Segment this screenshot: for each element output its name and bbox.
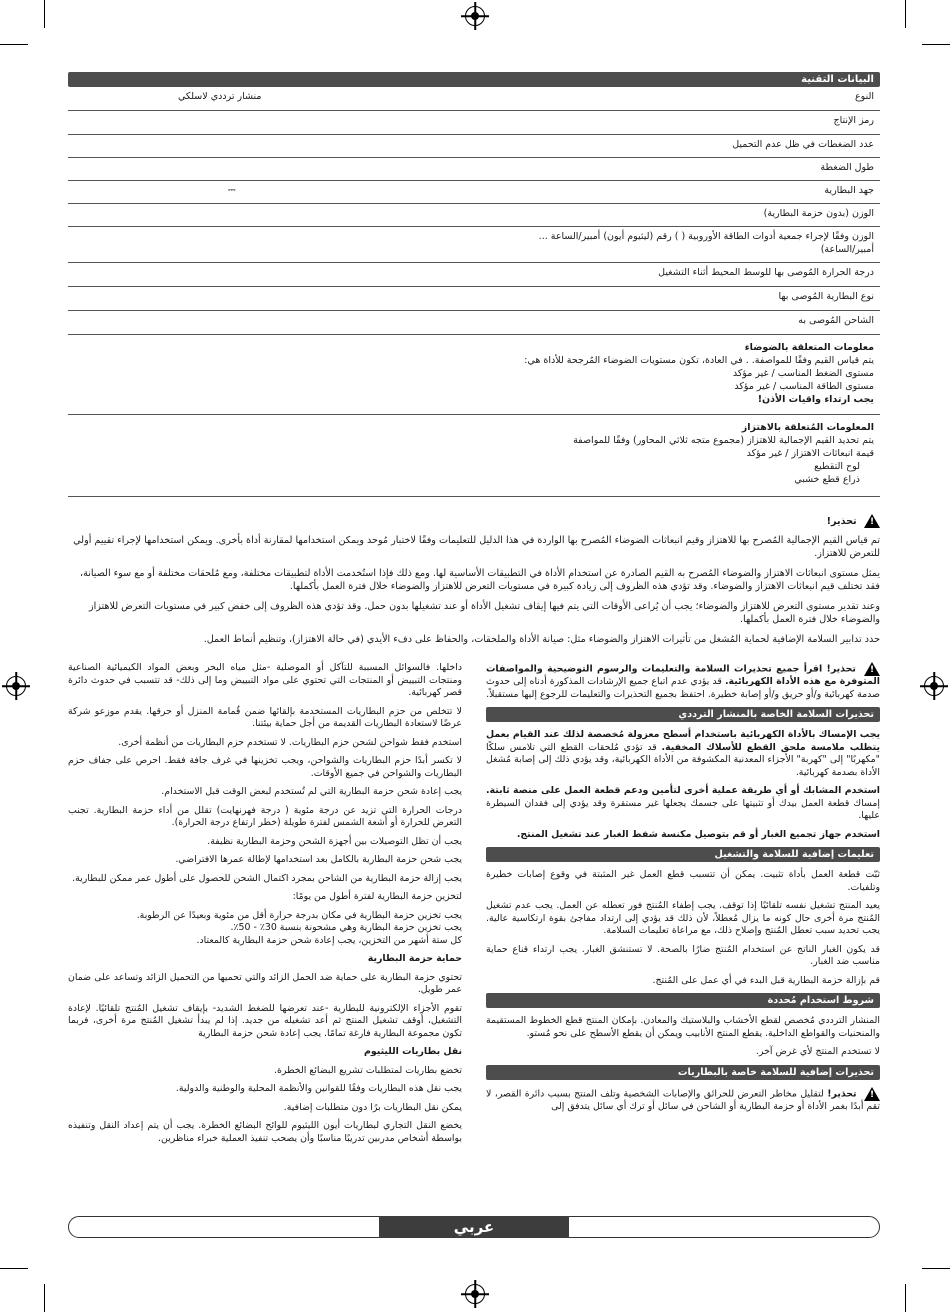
warning-paragraph: تم قياس القيم الإجمالية المُصرح بها للاهتزاز وقيم انبعاثات الضوضاء المُصرح بها الواردة في هذا الدليل للتعليمات وفقًا لاختبار مُوحد ويمكن استخدامها لمقارنة أداة بأخرى. ويمكن استخدامها لإجراء تقييم أولي للتعرض للاهتزاز.	[73, 535, 880, 559]
spec-row-production-code: رمز الإنتاج	[68, 111, 880, 135]
use-paragraph: لا تستخدم المنتج لأي غرض آخر.	[755, 1046, 880, 1057]
spec-row-battery-type: نوع البطارية المُوصى بها	[68, 287, 880, 311]
battery-paragraph: تقوم الأجزاء الإلكترونية للبطارية -عند تعرضها للضغط الشديد- بإيقاف تشغيل المُنتج تلقائيًا. لإعادة التشغيل، أوقف تشغيل المنتج ثم أعد تشغيله من جديد. إذا لم يبدأ تشغيل المُنتج مرة أخرى، فربما تكون مجموعة البطارية فارغة تمامًا. يجب إعادة شحن حزمة البطارية	[68, 1002, 462, 1039]
safety-paragraph: يجب الإمساك بالأداة الكهربائية باستخدام أسطح معزولة مُخصصة لذلك عند القيام بعمل يتطلب ملامسة ملحق القطع للأسلاك المخفية. قد تؤدي مُلحقات القطع التي تلامس سلكًا "مكهربًا" إلى "كهربة" الأجزاء المعدنية المكشوفة من الأداة الكهربائية، وقد يؤدي ذلك إلى إصابة مُشغل الأداة بصدمة كهربائية.	[486, 729, 880, 778]
crop-mark	[44, 1284, 45, 1312]
transport-paragraph: تخضع بطاريات لمتطلبات تشريع البضائع الخطرة.	[274, 1064, 462, 1076]
spec-row-ambient-temp: درجة الحرارة المُوصى بها للوسط المحيط أثناء التشغيل	[68, 263, 880, 287]
battery-paragraph: تحتوي حزمة البطارية على حماية ضد الحمل الزائد والتي تحميها من التحميل الزائد وتساعد على ضمان عمر طويل.	[68, 971, 462, 995]
language-tab: عربي	[379, 1216, 569, 1238]
safety-paragraph: ثبّت قطعة العمل بأداة تثبيت. يمكن أن تتسبب قطع العمل غير المثبتة في وقوع إصابات خطيرة وتلفيات.	[486, 869, 880, 893]
registration-mark-top	[465, 6, 485, 26]
right-column	[486, 662, 880, 1119]
section-bar-reciprocating-saw-safety: تحذيرات السلامة الخاصة بالمنشار الترددي	[486, 707, 880, 722]
spec-row-epta-weight: الوزن وفقًا لإجراء جمعية أدوات الطاقة الأوروبية ( ) رقم (ليثيوم أيون) أمبير/الساعة ... أمبير/الساعة)	[68, 227, 880, 263]
safety-paragraph: قم بإزالة حزمة البطارية قبل البدء في أي عمل على المُنتج.	[652, 974, 880, 986]
general-safety-warning: ! تحذير! اقرأ جميع تحذيرات السلامة والتعليمات والرسوم التوضيحية والمواصفات المتوفرة مع هذه الأداة الكهربائية. قد يؤدي عدم اتباع جميع الإرشادات المذكورة أدناه إلى حدوث صدمة كهربائية و/أو حريق و/أو إصابة خطيرة. احتفظ بجميع التحذيرات والتعليمات للرجوع إليها مستقبلاً.	[486, 662, 880, 701]
vibration-warning-section	[68, 514, 880, 646]
safety-paragraph: استخدم المشابك أو أي طريقة عملية أخرى لتأمين ودعم قطعة العمل على منصة ثابتة. إمساك قطعة العمل بيدك أو تثبيتها على جسمك يجعلها غير مستقرة وقد يؤدي إلى فقدان السيطرة عليها.	[486, 785, 880, 821]
spec-row-weight: الوزن (بدون حزمة البطارية)	[68, 204, 880, 227]
battery-paragraph: لتخزين حزمة البطارية لفترة أطول من يومًا:	[292, 891, 462, 902]
spec-row-type: النوع منشار ترددي لاسلكي	[68, 87, 880, 111]
storage-item: يجب تخزين حزمة البطارية وهي مشحونة بنسبة 30٪ - 50٪.	[230, 922, 462, 933]
section-bar-specific-use: شروط استخدام مُحددة	[486, 993, 880, 1008]
page-footer	[68, 1216, 880, 1238]
storage-item: يجب تخزين حزمة البطارية في مكان بدرجة حرارة أقل من مئوية وبعيدًا عن الرطوبة.	[136, 909, 462, 921]
spec-row-stroke-length: طول الضغطة	[68, 158, 880, 181]
spec-noise-block: معلومات المتعلقة بالضوضاء يتم قياس القيم وفقًا للمواصفة. . في العادة، تكون مستويات الضوضاء المُرجحة للأداة هي: مستوى الضغط المناسب / غير مؤكد مستوى الطاقة المناسب / غير مؤكد يجب ارتداء واقيات الأذن!	[68, 335, 880, 415]
technical-data-table	[68, 72, 880, 497]
warning-paragraph: وعند تقدير مستوى التعرض للاهتزاز والضوضاء؛ يجب أن يُراعى الأوقات التي يتم فيها إيقاف تشغيل الأداة أو عند تشغيلها بدون حمل. وقد تؤدي هذه الظروف إلى خفض كبير في مستويات التعرض للاهتزاز والضوضاء خلال فترة العمل بأكملها.	[88, 601, 880, 625]
spec-row-charger: الشاحن المُوصى به	[68, 311, 880, 335]
spec-vibration-block: المعلومات المُتعلقة بالاهتزاز يتم تحديد القيم الإجمالية للاهتزاز (مجموع متجه ثلاثي المحاور) وفقًا للمواصفة قيمة انبعاثات الاهتزاز / غير مؤكد لوح التقطيع ذراع قطع خشبي	[68, 415, 880, 497]
warning-triangle-icon	[864, 514, 880, 528]
registration-mark-left	[6, 676, 26, 696]
spec-row-no-load-strokes: عدد الضغطات في ظل عدم التحميل	[68, 135, 880, 158]
safety-paragraph: قد يكون الغبار الناتج عن استخدام المُنتج ضارًا بالصحة. لا تستنشق الغبار. يجب ارتداء قناع حماية مناسب ضد الغبار.	[486, 943, 880, 967]
warning-heading: ! تحذير!	[68, 514, 880, 528]
battery-protection-heading: حماية حزمة البطارية	[367, 953, 462, 964]
left-column	[68, 662, 462, 1151]
crop-mark	[922, 1268, 950, 1269]
warning-triangle-icon	[864, 662, 880, 676]
safety-paragraph: استخدم جهاز تجميع الغبار أو قم بتوصيل مكنسة شفط الغبار عند تشغيل المنتج.	[516, 828, 880, 840]
battery-paragraph: لا تتخلص من حزم البطاريات المستخدمة بإلقائها ضمن قُمامة المنزل أو حرقها. يقدم موزعو شركة عرضًا لاستعادة البطاريات القديمة من أجل حماية بيئتنا.	[68, 705, 462, 729]
crop-mark	[44, 0, 45, 28]
battery-paragraph: درجات الحرارة التي تزيد عن درجة مئوية ( درجة فهرنهايت) تقلل من أداء حزمة البطارية. تجنب التعرض للحرارة أو أشعة الشمس لفترة طويلة (خطر ارتفاع درجة الحرارة).	[68, 804, 462, 828]
use-paragraph: المنشار الترددي مُخصص لقطع الأخشاب والبلاستيك والمعادن. بإمكان المنتج قطع الخطوط المستقيمة والمنحنيات والقواطع الداخلية. يقطع المنتج الأنابيب ويمكن أن يقطع الأسطح على نحو مُستو.	[486, 1015, 880, 1039]
battery-paragraph: داخلها. فالسوائل المسببة للتآكل أو الموصلية -مثل مياه البحر وبعض المواد الكيميائية الصناعية ومنتجات التبييض أو المنتجات التي تحتوي على مواد التبييض وما إلى ذلك- قد تتسبب في حدوث دائرة قصر كهربائية.	[68, 662, 462, 698]
safety-paragraph: يعيد المنتج تشغيل نفسه تلقائيًا إذا توقف. يجب إطفاء المُنتج فور تعطله عن العمل. يجب عدم تشغيل المُنتج مرة أخرى حال كونه ما يزال مُعطلاً، لأن ذلك قد يؤدي إلى ارتداد مفاجئ بقوة ارتكاسية عالية. يجب تحديد سبب تعطل المُنتج وإصلاح ذلك، مع مراعاة تعليمات السلامة.	[486, 900, 880, 936]
warning-paragraph: يمثل مستوى انبعاثات الاهتزاز والضوضاء المُصرح به القيم الصادرة عن استخدام الأداة في التطبيقات الأساسية لها. ومع ذلك فإذا استُخدمت الأداة لتطبيقات مختلفة، ومع مُلحقات مختلفة أو مع سوء الصيانة، فقد تختلف قيم انبعاثات الاهتزاز والضوضاء. وقد تؤدي هذه الظروف إلى زيادة كبيرة في مستويات التعرض للاهتزاز والضوضاء خلال فترة العمل بأكملها.	[79, 568, 880, 592]
spec-row-battery-voltage: جهد البطارية ⎓	[68, 181, 880, 204]
crop-mark	[905, 0, 906, 28]
registration-mark-bottom	[465, 1284, 485, 1304]
battery-safety-paragraph: ! تحذير! لتقليل مخاطر التعرض للحرائق والإصابات الشخصية وتلف المنتج بسبب دائرة القصر، لا تقم أبدًا بغمر الأداة أو حزمة البطارية أو الشاحن في سائل أو ترك أي سائل يتدفق إلى	[486, 1087, 880, 1114]
crop-mark	[922, 44, 950, 45]
warning-paragraph: حدد تدابير السلامة الإضافية لحماية المُشغل من تأثيرات الاهتزاز والضوضاء مثل: صيانة الأداة والملحقات، والحفاظ على دفء الأيدي (في حالة الاهتزاز)، وتنظيم أنماط العمل.	[203, 634, 880, 645]
battery-paragraph: يجب إزالة حزمة البطارية من الشاحن بمجرد اكتمال الشحن للحصول على أطول عمر ممكن للبطارية.	[72, 872, 462, 884]
battery-paragraph: يجب إعادة شحن حزمة البطارية التي لم تُستخدم لبعض الوقت قبل الاستخدام.	[161, 786, 462, 797]
registration-mark-right	[924, 676, 944, 696]
warning-triangle-icon	[864, 1087, 880, 1101]
battery-paragraph: لا تكسر أبدًا حزم البطاريات والشواحن، ويجب تخزينها في غرف جافة فقط. احرص على جفاف حزم البطاريات والشواحن في جميع الأوقات.	[68, 755, 462, 779]
technical-data-title: البيانات التقنية	[68, 72, 880, 87]
section-bar-battery-safety: تحذيرات إضافية للسلامة خاصة بالبطاريات	[486, 1065, 880, 1080]
crop-mark	[905, 1284, 906, 1312]
transport-paragraph: يمكن نقل البطاريات برًا دون متطلبات إضافية.	[283, 1101, 462, 1113]
storage-item: كل ستة أشهر من التخزين، يجب إعادة شحن حزمة البطارية كالمعتاد.	[196, 934, 462, 946]
battery-paragraph: يجب أن تظل التوصيلات بين أجهزة الشحن وحزمة البطارية نظيفة.	[207, 835, 462, 847]
lithium-transport-heading: نقل بطاريات الليثيوم	[364, 1046, 462, 1057]
battery-paragraph: استخدم فقط شواحن لشحن حزم البطاريات. لا تستخدم حزم البطاريات من أنظمة أخرى.	[118, 736, 462, 748]
section-bar-additional-safety: تعليمات إضافية للسلامة والتشغيل	[486, 847, 880, 862]
battery-paragraph: يجب شحن حزمة البطارية بالكامل بعد استخدامها لإطالة عمرها الافتراضي.	[175, 854, 462, 865]
transport-paragraph: يخضع النقل التجاري لبطاريات أيون الليثيوم للوائح البضائع الخطرة. يجب أن يتم إعداد النقل وتنفيذه بواسطة أشخاص مدربين تدريبًا مناسبًا وأن يصحب تنفيذ العملية خبراء مناظرين.	[68, 1120, 462, 1144]
crop-mark	[0, 44, 28, 45]
crop-mark	[0, 1268, 28, 1269]
transport-paragraph: يجب نقل هذه البطاريات وفقًا للقوانين والأنظمة المحلية والوطنية والدولية.	[175, 1083, 462, 1094]
